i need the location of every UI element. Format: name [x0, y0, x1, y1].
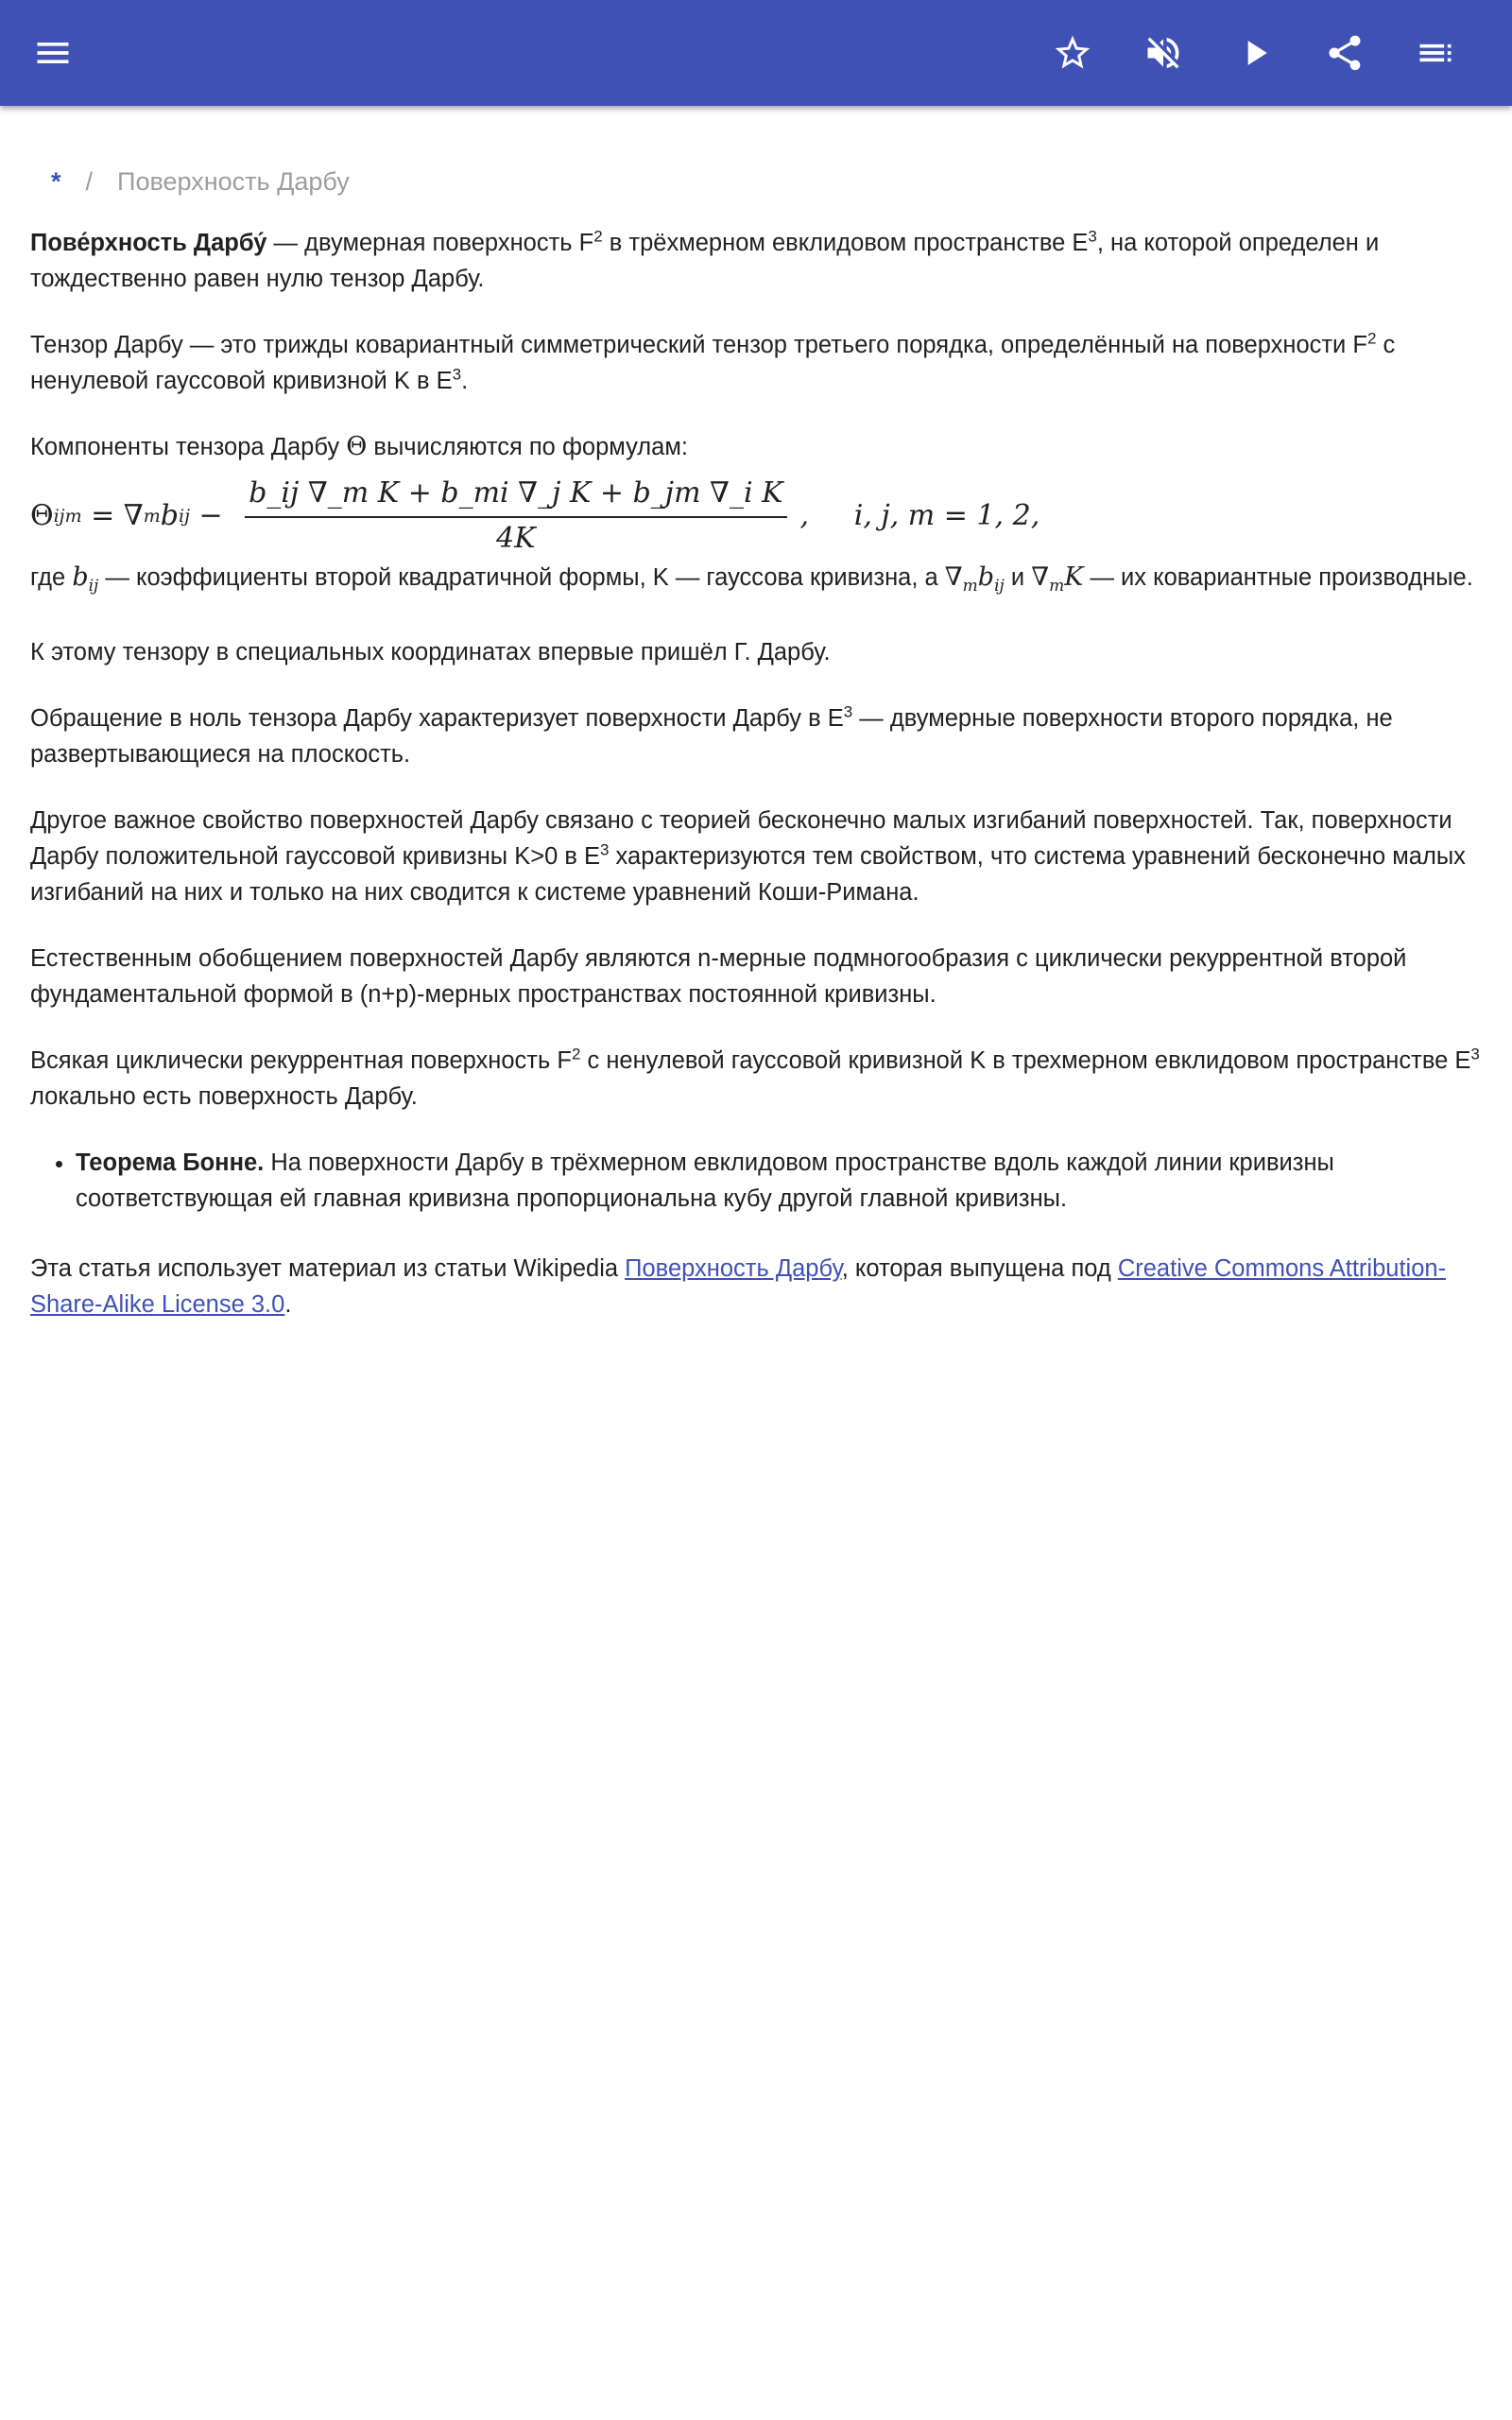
table-of-contents-button[interactable]: [1405, 23, 1466, 83]
paragraph-recurrent: Всякая циклически рекуррентная поверхность $F^2$ с ненулевой гауссовой кривизной K в трехмерном евклидовом пространстве $E^3$ локально есть поверхность Дарбу.: [30, 1045, 1480, 1111]
play-button[interactable]: [1225, 23, 1285, 83]
paragraph-bending: Другое важное свойство поверхностей Дарбу связано с теорией бесконечно малых изгибаний поверхностей. Так, поверхности Дарбу положительной гауссовой кривизны K>0 в $E^3$ характеризуются тем свойством, что система уравнений бесконечно малых изгибаний на них и только на них сводится к системе уравнений Коши-Римана.: [30, 807, 1466, 907]
wikipedia-article-link[interactable]: Поверхность Дарбу: [625, 1255, 842, 1283]
breadcrumb: [51, 163, 1482, 200]
attribution-footer: Эта статья использует материал из статьи Wikipedia Поверхность Дарбу, которая выпущена под Creative Commons Attribution-Share-Alike License 3.0.: [30, 1255, 1447, 1319]
darboux-tensor-formula: Θ ijm = ∇ m b ij − $\frac{\text{b\_ij ∇\_m K + b\_mi ∇\_j K + b\_jm ∇\_i K}}{4K}$ , i, j, m = 1, 2,: [30, 473, 1482, 560]
toc-icon: [1415, 32, 1456, 74]
menu-button[interactable]: [23, 23, 83, 83]
share-button[interactable]: [1314, 23, 1375, 83]
bookmark-button[interactable]: [1042, 23, 1103, 83]
breadcrumb-separator: /: [85, 167, 94, 196]
breadcrumb-current: Поверхность Дарбу: [117, 167, 350, 196]
mute-button[interactable]: [1133, 23, 1194, 83]
paragraph-tensor: Тензор Дарбу — это трижды ковариантный симметрический тензор третьего порядка, определённый на поверхности $F^2$ с ненулевой гауссовой кривизной K в $E^3$.: [30, 329, 1396, 394]
formula-fraction: [245, 475, 786, 558]
formula-denominator: 4K: [496, 522, 536, 555]
breadcrumb-home-link[interactable]: *: [51, 167, 61, 196]
volume-off-icon: [1143, 32, 1184, 74]
app-bar: [0, 0, 1512, 106]
paragraph-where: где $b_{ij}$ — коэффициенты второй квадратичной формы, K — гауссова кривизна, а $\nabla_mb_{ij}$ и $\nabla_mK$ — их ковариантные производные.: [30, 562, 1473, 596]
theorem-list: [30, 1145, 1482, 1217]
paragraph-vanishing: Обращение в ноль тензора Дарбу характеризует поверхности Дарбу в $E^3$ — двумерные поверхности второго порядка, не развертывающиеся на плоскость.: [30, 702, 1393, 769]
paragraph-components: Компоненты тензора Дарбу Θ вычисляются по формулам:: [30, 432, 688, 461]
star-icon: [1052, 32, 1093, 74]
paragraph-history: К этому тензору в специальных координатах впервые пришёл Г. Дарбу.: [30, 639, 831, 666]
formula-numerator: b_ij ∇_m K + b_mi ∇_j K + b_jm ∇_i K: [245, 475, 786, 518]
play-icon: [1234, 32, 1276, 74]
share-icon: [1324, 32, 1366, 74]
menu-icon: [32, 32, 74, 74]
license-link[interactable]: Creative Commons Attribution-Share-Alike License 3.0: [30, 1255, 1447, 1319]
article-content: [30, 142, 1482, 1353]
article-term: Пове́рхность Дарбу́: [30, 230, 267, 256]
list-item: • Теорема Бонне. На поверхности Дарбу в трёхмерном евклидовом пространстве вдоль каждой линии кривизны соответствующая ей главная кривизна пропорциональна кубу другой главной кривизны.: [76, 1145, 1482, 1217]
paragraph-definition: Пове́рхность Дарбу́ — двумерная поверхность $F^2$ в трёхмерном евклидовом пространстве $E^3$, на которой определен и тождественно равен нулю тензор Дарбу.: [30, 227, 1380, 292]
paragraph-generalization: Естественным обобщением поверхностей Дарбу являются n-мерные подмногообразия с циклически рекуррентной второй фундаментальной формой в (n+p)-мерных пространствах постоянной кривизны.: [30, 945, 1407, 1009]
